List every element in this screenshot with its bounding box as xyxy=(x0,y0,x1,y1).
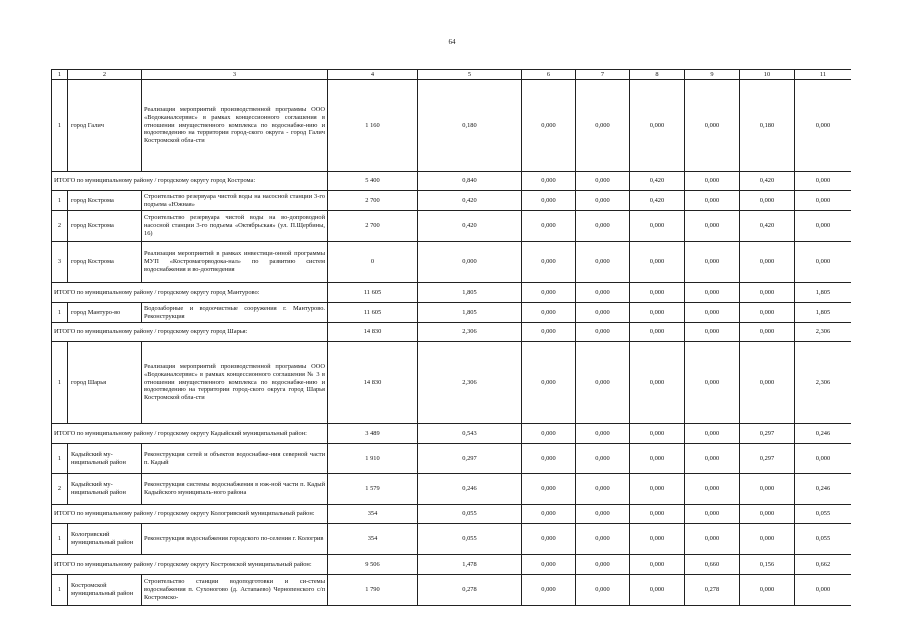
description-cell: Реконструкция водоснабжения городского по-селения г. Кологрив xyxy=(142,524,328,555)
value-cell: 0,420 xyxy=(740,172,795,191)
value-cell: 0,420 xyxy=(630,191,685,211)
value-cell: 0,000 xyxy=(576,303,630,323)
value-cell: 0,000 xyxy=(630,211,685,242)
value-cell: 0,000 xyxy=(685,172,740,191)
column-header-5: 5 xyxy=(418,70,522,80)
value-cell: 0,000 xyxy=(685,444,740,474)
value-cell: 3 489 xyxy=(328,424,418,444)
value-cell: 0,000 xyxy=(522,211,576,242)
value-cell: 0,000 xyxy=(740,242,795,283)
table-row xyxy=(52,191,852,211)
value-cell: 0,000 xyxy=(576,283,630,303)
value-cell: 0,180 xyxy=(740,80,795,172)
column-header-3: 3 xyxy=(142,70,328,80)
description-cell: Строительство станции водоподготовки и си-стемы водоснабжения п. Сухоногово (д. Астапаево) Чернопенского с/п Костромско- xyxy=(142,575,328,606)
value-cell: 0,055 xyxy=(418,505,522,524)
municipality-cell: город Кострома xyxy=(68,211,142,242)
value-cell: 0,000 xyxy=(418,242,522,283)
value-cell: 0,660 xyxy=(685,555,740,575)
description-cell: Реализация мероприятий в рамках инвестици-онной программы МУП «Костромагорводока-нал» по развитию систем водоснабжения и во-доотведения xyxy=(142,242,328,283)
value-cell: 0,000 xyxy=(630,342,685,424)
table-row xyxy=(52,575,852,606)
value-cell: 0,000 xyxy=(576,342,630,424)
row-index: 2 xyxy=(52,474,68,505)
description-cell: Строительство резервуара чистой воды на насосной станции 3-го подъема «Южная» xyxy=(142,191,328,211)
value-cell: 0,000 xyxy=(630,283,685,303)
value-cell: 0,000 xyxy=(630,323,685,342)
table-body xyxy=(52,80,852,606)
table-container xyxy=(51,69,851,640)
value-cell: 0,246 xyxy=(418,474,522,505)
value-cell: 0,000 xyxy=(576,172,630,191)
value-cell: 0,278 xyxy=(685,575,740,606)
investment-table xyxy=(51,69,851,606)
value-cell: 0,000 xyxy=(740,283,795,303)
value-cell: 0,000 xyxy=(740,303,795,323)
value-cell: 0,000 xyxy=(630,242,685,283)
description-cell: Строительство резервуара чистой воды на во-допроводной насосной станции 3-го подъема «Октябрьская» (ул. П.Щербины, 16) xyxy=(142,211,328,242)
value-cell: 0,000 xyxy=(630,424,685,444)
value-cell: 0,055 xyxy=(418,524,522,555)
row-index: 1 xyxy=(52,524,68,555)
value-cell: 0,000 xyxy=(522,575,576,606)
table-row xyxy=(52,524,852,555)
value-cell: 0,246 xyxy=(795,424,852,444)
value-cell: 0,000 xyxy=(576,524,630,555)
value-cell: 2 700 xyxy=(328,211,418,242)
municipality-cell: Кадыйский му-ниципальный район xyxy=(68,444,142,474)
value-cell: 354 xyxy=(328,505,418,524)
value-cell: 0,000 xyxy=(522,524,576,555)
municipality-cell: Костромской муниципальный район xyxy=(68,575,142,606)
value-cell: 1,805 xyxy=(795,283,852,303)
table-row xyxy=(52,80,852,172)
value-cell: 0,000 xyxy=(522,242,576,283)
column-header-10: 10 xyxy=(740,70,795,80)
value-cell: 2,306 xyxy=(418,323,522,342)
value-cell: 0,000 xyxy=(795,211,852,242)
value-cell: 0,000 xyxy=(630,80,685,172)
value-cell: 0,000 xyxy=(630,575,685,606)
value-cell: 0,000 xyxy=(522,505,576,524)
value-cell: 0,420 xyxy=(630,172,685,191)
value-cell: 0,297 xyxy=(740,424,795,444)
value-cell: 9 506 xyxy=(328,555,418,575)
value-cell: 0 xyxy=(328,242,418,283)
value-cell: 0,840 xyxy=(418,172,522,191)
row-index: 1 xyxy=(52,80,68,172)
value-cell: 2 700 xyxy=(328,191,418,211)
value-cell: 2,306 xyxy=(795,323,852,342)
municipality-cell: Кадыйский му-ниципальный район xyxy=(68,474,142,505)
value-cell: 0,000 xyxy=(522,474,576,505)
value-cell: 0,000 xyxy=(576,474,630,505)
total-row xyxy=(52,424,852,444)
value-cell: 0,000 xyxy=(740,342,795,424)
column-header-11: 11 xyxy=(795,70,852,80)
value-cell: 1 160 xyxy=(328,80,418,172)
value-cell: 0,000 xyxy=(685,342,740,424)
value-cell: 0,000 xyxy=(740,474,795,505)
value-cell: 0,000 xyxy=(685,303,740,323)
value-cell: 0,000 xyxy=(685,474,740,505)
value-cell: 0,000 xyxy=(740,191,795,211)
value-cell: 0,000 xyxy=(630,505,685,524)
row-index: 3 xyxy=(52,242,68,283)
value-cell: 0,420 xyxy=(418,191,522,211)
total-row xyxy=(52,323,852,342)
description-cell: Реализация мероприятий производственной программы ООО «Водоканалсервис» в рамках концессионного соглашения в отношении имущественного комплекса по водоснабже-нию и водоотведению на территории город-ского округа - город Галич Костромской обла-сти xyxy=(142,80,328,172)
row-index: 1 xyxy=(52,342,68,424)
value-cell: 0,000 xyxy=(685,211,740,242)
total-label: ИТОГО по муниципальному району / городскому округу Костромской муниципальный район: xyxy=(52,555,328,575)
value-cell: 0,000 xyxy=(576,323,630,342)
value-cell: 11 605 xyxy=(328,303,418,323)
value-cell: 0,000 xyxy=(522,444,576,474)
value-cell: 0,000 xyxy=(576,505,630,524)
row-index: 1 xyxy=(52,575,68,606)
table-row xyxy=(52,303,852,323)
total-row xyxy=(52,172,852,191)
value-cell: 0,000 xyxy=(522,555,576,575)
value-cell: 0,000 xyxy=(576,575,630,606)
value-cell: 0,000 xyxy=(576,211,630,242)
value-cell: 0,000 xyxy=(685,191,740,211)
description-cell: Реализация мероприятий производственной программы ООО «Водоканалсервис» в рамках концессионного соглашения № 3 в отношении имущественного комплекса по водоснабже-нию и водоотведению на территории город-ского округа город Шарья Костромской обла-сти xyxy=(142,342,328,424)
description-cell: Реконструкция системы водоснабжения в юж-ной части п. Кадый Кадыйского муниципаль-ного района xyxy=(142,474,328,505)
value-cell: 0,000 xyxy=(740,575,795,606)
value-cell: 0,000 xyxy=(795,172,852,191)
value-cell: 0,000 xyxy=(522,80,576,172)
table-row xyxy=(52,211,852,242)
value-cell: 1 579 xyxy=(328,474,418,505)
value-cell: 0,000 xyxy=(685,80,740,172)
value-cell: 0,000 xyxy=(576,242,630,283)
column-header-6: 6 xyxy=(522,70,576,80)
total-label: ИТОГО по муниципальному району / городскому округу Кологривский муниципальный район: xyxy=(52,505,328,524)
value-cell: 0,000 xyxy=(685,323,740,342)
description-cell: Реконструкция сетей и объектов водоснабже-ния северной части п. Кадый xyxy=(142,444,328,474)
value-cell: 0,000 xyxy=(740,524,795,555)
value-cell: 14 830 xyxy=(328,342,418,424)
page-number: 64 xyxy=(448,38,456,46)
total-label: ИТОГО по муниципальному району / городскому округу город Мантурово: xyxy=(52,283,328,303)
column-header-9: 9 xyxy=(685,70,740,80)
value-cell: 0,000 xyxy=(522,303,576,323)
value-cell: 0,000 xyxy=(795,575,852,606)
value-cell: 0,297 xyxy=(740,444,795,474)
value-cell: 0,000 xyxy=(795,80,852,172)
municipality-cell: город Мантуро-во xyxy=(68,303,142,323)
value-cell: 1,478 xyxy=(418,555,522,575)
value-cell: 0,000 xyxy=(630,474,685,505)
municipality-cell: город Кострома xyxy=(68,191,142,211)
table-row xyxy=(52,444,852,474)
value-cell: 1 790 xyxy=(328,575,418,606)
value-cell: 0,420 xyxy=(740,211,795,242)
value-cell: 1,805 xyxy=(418,303,522,323)
value-cell: 0,000 xyxy=(576,191,630,211)
value-cell: 0,543 xyxy=(418,424,522,444)
value-cell: 0,000 xyxy=(576,424,630,444)
total-label: ИТОГО по муниципальному району / городскому округу город Кострома: xyxy=(52,172,328,191)
description-cell: Водозаборные и водоочистные сооружения г. Мантурово. Реконструкция xyxy=(142,303,328,323)
value-cell: 0,000 xyxy=(795,444,852,474)
total-label: ИТОГО по муниципальному району / городскому округу Кадыйский муниципальный район: xyxy=(52,424,328,444)
municipality-cell: город Кострома xyxy=(68,242,142,283)
table-row xyxy=(52,342,852,424)
value-cell: 0,000 xyxy=(740,323,795,342)
column-header-7: 7 xyxy=(576,70,630,80)
value-cell: 0,000 xyxy=(630,524,685,555)
value-cell: 0,055 xyxy=(795,505,852,524)
value-cell: 0,000 xyxy=(576,80,630,172)
value-cell: 0,000 xyxy=(630,555,685,575)
value-cell: 0,246 xyxy=(795,474,852,505)
column-header-1: 1 xyxy=(52,70,68,80)
column-header-2: 2 xyxy=(68,70,142,80)
value-cell: 11 605 xyxy=(328,283,418,303)
table-row xyxy=(52,242,852,283)
value-cell: 0,662 xyxy=(795,555,852,575)
value-cell: 0,000 xyxy=(630,444,685,474)
value-cell: 0,000 xyxy=(795,191,852,211)
value-cell: 0,055 xyxy=(795,524,852,555)
row-index: 1 xyxy=(52,191,68,211)
table-row xyxy=(52,474,852,505)
value-cell: 0,000 xyxy=(522,323,576,342)
total-row xyxy=(52,283,852,303)
row-index: 1 xyxy=(52,303,68,323)
value-cell: 0,000 xyxy=(522,283,576,303)
value-cell: 1,805 xyxy=(418,283,522,303)
value-cell: 0,000 xyxy=(522,424,576,444)
value-cell: 0,000 xyxy=(685,505,740,524)
total-label: ИТОГО по муниципальному району / городскому округу город Шарья: xyxy=(52,323,328,342)
total-row xyxy=(52,505,852,524)
value-cell: 0,156 xyxy=(740,555,795,575)
value-cell: 0,278 xyxy=(418,575,522,606)
value-cell: 0,000 xyxy=(795,242,852,283)
value-cell: 0,000 xyxy=(685,242,740,283)
value-cell: 0,000 xyxy=(522,342,576,424)
value-cell: 1 910 xyxy=(328,444,418,474)
row-index: 1 xyxy=(52,444,68,474)
value-cell: 354 xyxy=(328,524,418,555)
value-cell: 0,000 xyxy=(685,524,740,555)
header-row xyxy=(52,70,852,80)
total-row xyxy=(52,555,852,575)
column-header-4: 4 xyxy=(328,70,418,80)
value-cell: 2,306 xyxy=(795,342,852,424)
municipality-cell: город Шарья xyxy=(68,342,142,424)
value-cell: 0,420 xyxy=(418,211,522,242)
municipality-cell: Кологривский муниципальный район xyxy=(68,524,142,555)
value-cell: 0,000 xyxy=(630,303,685,323)
value-cell: 0,000 xyxy=(576,444,630,474)
column-header-8: 8 xyxy=(630,70,685,80)
value-cell: 0,000 xyxy=(576,555,630,575)
value-cell: 0,000 xyxy=(685,283,740,303)
value-cell: 0,000 xyxy=(522,191,576,211)
value-cell: 0,000 xyxy=(740,505,795,524)
value-cell: 1,805 xyxy=(795,303,852,323)
value-cell: 0,297 xyxy=(418,444,522,474)
value-cell: 0,000 xyxy=(685,424,740,444)
row-index: 2 xyxy=(52,211,68,242)
municipality-cell: город Галич xyxy=(68,80,142,172)
value-cell: 5 400 xyxy=(328,172,418,191)
value-cell: 0,000 xyxy=(522,172,576,191)
value-cell: 2,306 xyxy=(418,342,522,424)
value-cell: 14 830 xyxy=(328,323,418,342)
value-cell: 0,180 xyxy=(418,80,522,172)
